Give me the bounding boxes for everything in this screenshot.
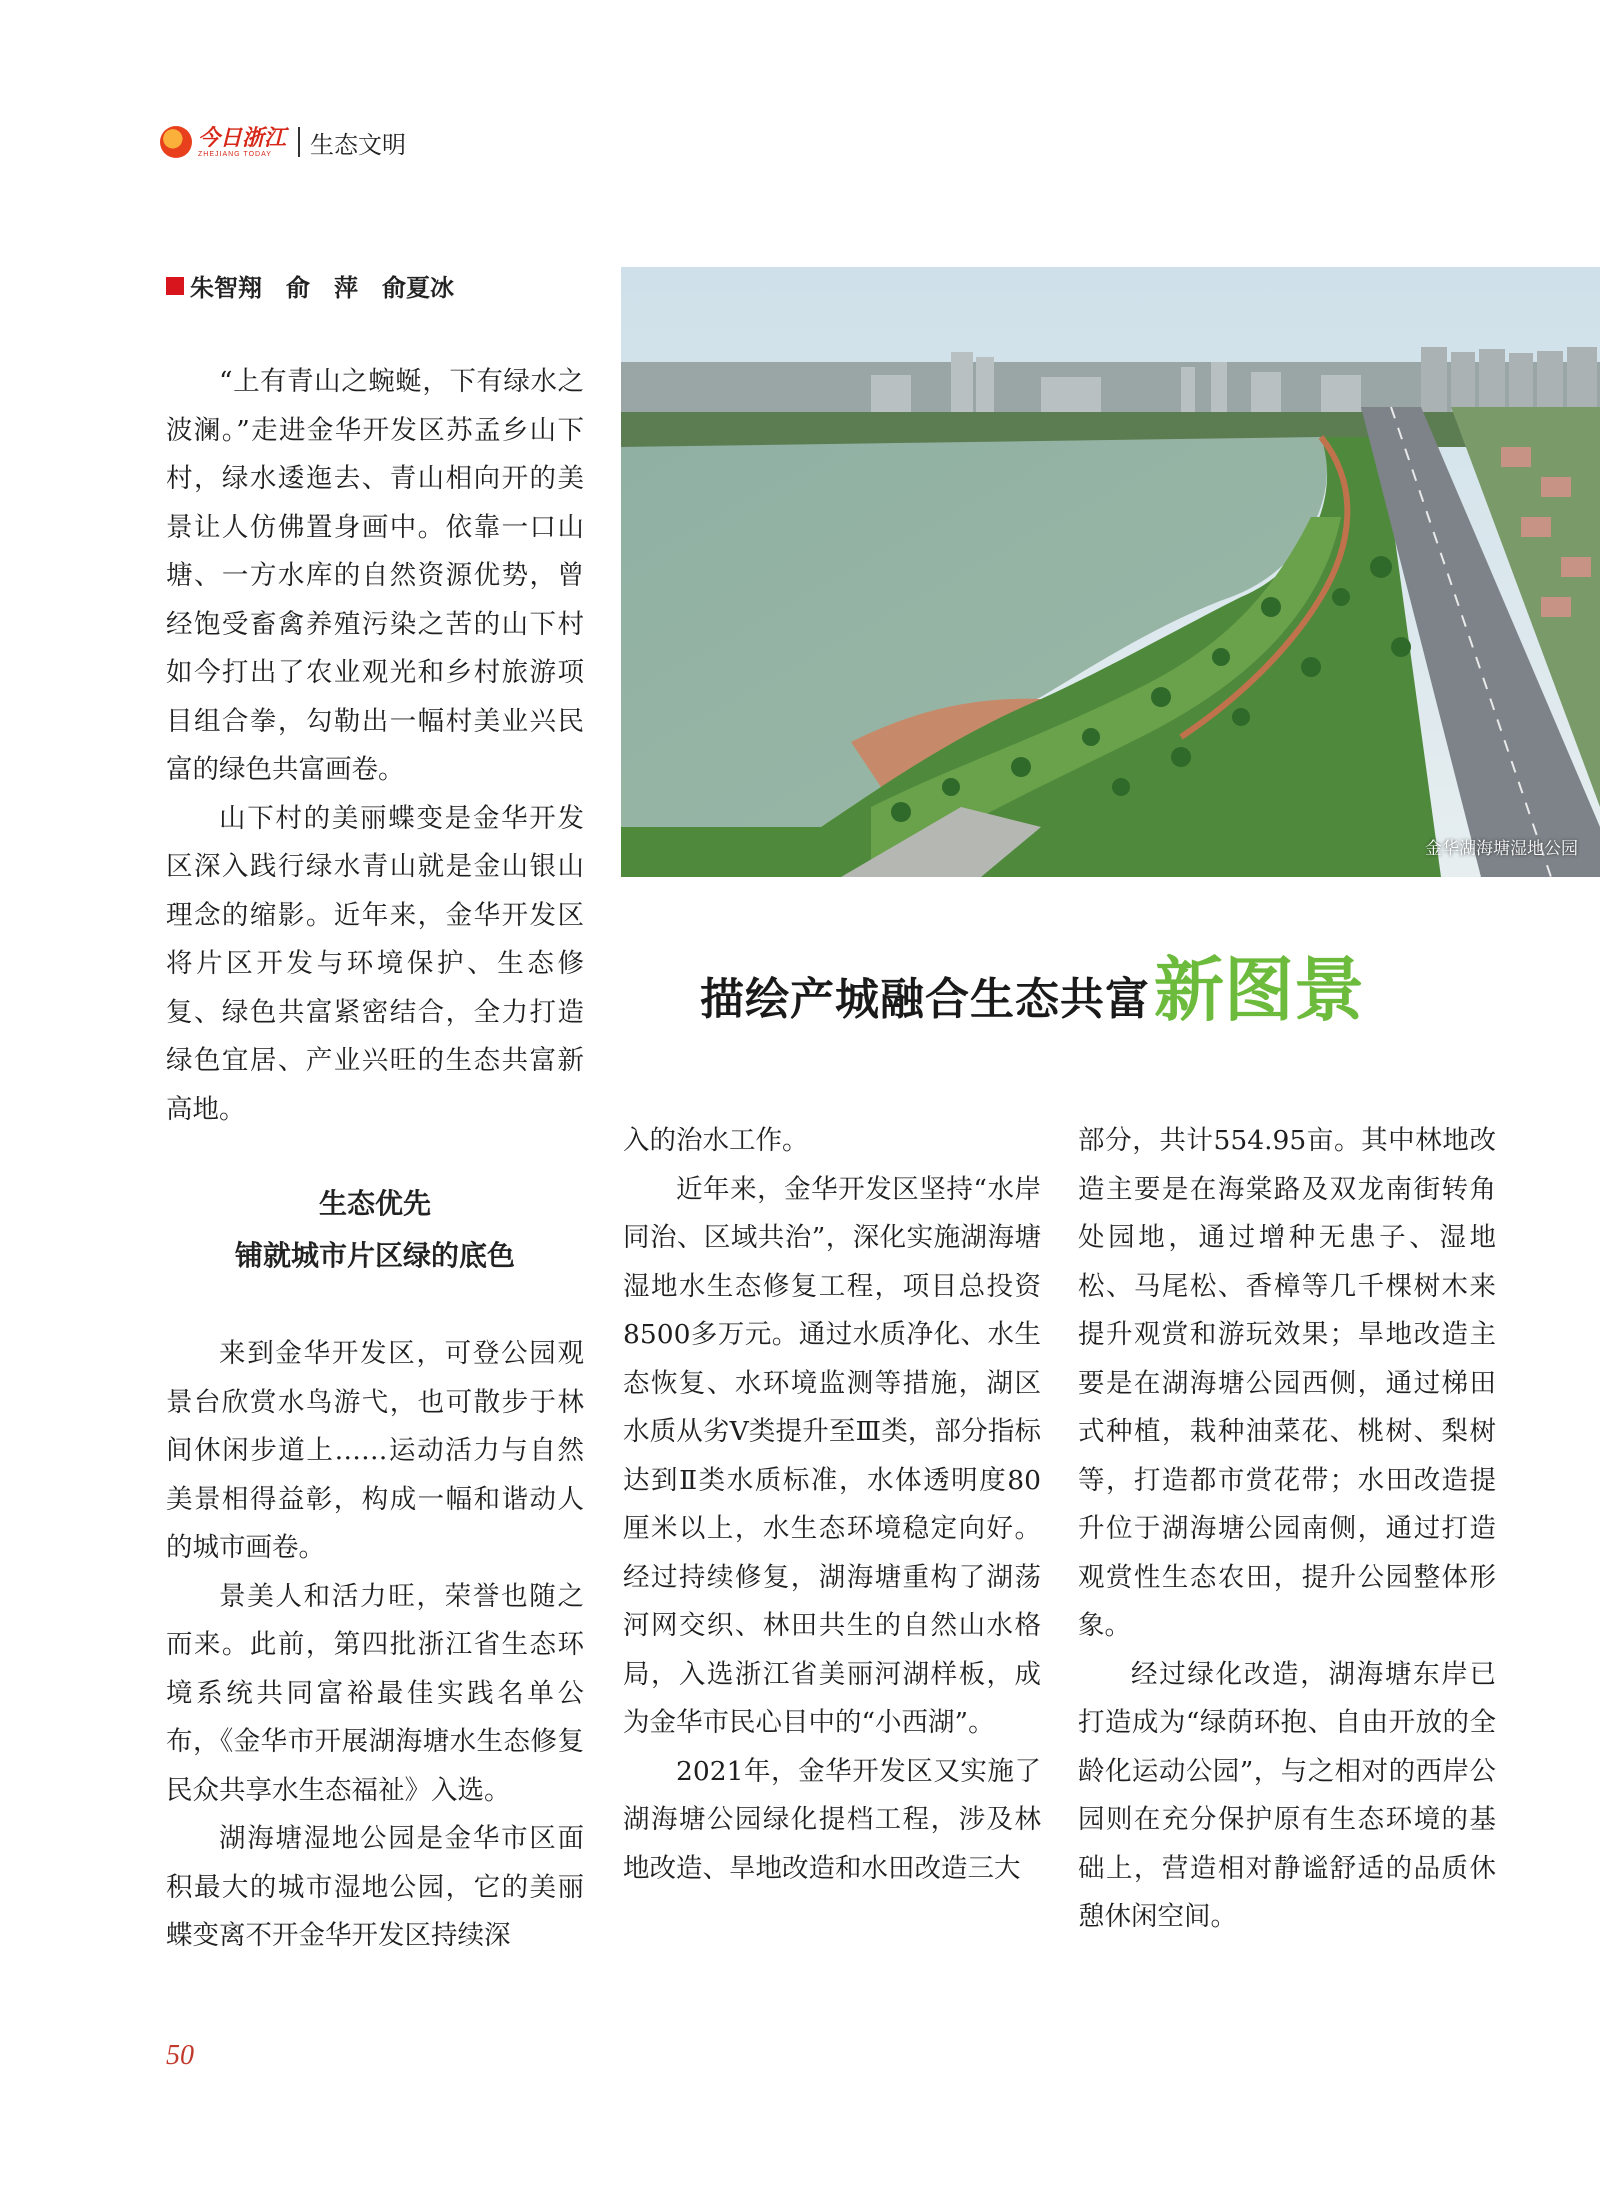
header-divider <box>298 127 300 157</box>
brand-name-en: ZHEJIANG TODAY <box>198 150 272 158</box>
paragraph: 山下村的美丽蝶变是金华开发区深入践行绿水青山就是金山银山理念的缩影。近年来，金华开发区将片区开发与环境保护、生态修复、绿色共富紧密结合，全力打造绿色宜居、产业兴旺的生态共富新高地。 <box>166 802 584 1125</box>
article-column-1b <box>166 1330 584 1961</box>
brand-logo-icon <box>160 126 192 158</box>
paragraph: 湖海塘湿地公园是金华市区面积最大的城市湿地公园，它的美丽蝶变离不开金华开发区持续深 <box>166 1823 584 1951</box>
article-column-3 <box>1078 1117 1496 1942</box>
subheading-line-2: 铺就城市片区绿的底色 <box>234 1239 515 1272</box>
article-column-2 <box>623 1117 1041 1893</box>
brand-name: 今日浙江 <box>198 124 287 151</box>
paragraph: 经过绿化改造，湖海塘东岸已打造成为“绿荫环抱、自由开放的全龄化运动公园”，与之相对的西岸公园则在充分保护原有生态环境的基础上，营造相对静谧舒适的品质休憩休闲空间。 <box>1078 1658 1496 1932</box>
article-headline <box>700 950 1560 1030</box>
paragraph: 入的治水工作。 <box>623 1125 809 1156</box>
byline <box>166 268 454 303</box>
byline-marker-icon <box>166 277 184 295</box>
aerial-park-photo <box>621 267 1600 877</box>
section-subheading <box>166 1178 584 1282</box>
paragraph: 部分，共计554.95亩。其中林地改造主要是在海棠路及双龙南街转角处园地，通过增种无患子、湿地松、马尾松、香樟等几千棵树木来提升观赏和游玩效果；旱地改造主要是在湖海塘公园西侧，通过梯田式种植，栽种油菜花、桃树、梨树等，打造都市赏花带；水田改造提升位于湖海塘公园南侧，通过打造观赏性生态农田，提升公园整体形象。 <box>1078 1125 1496 1641</box>
paragraph: “上有青山之蜿蜒，下有绿水之波澜。”走进金华开发区苏孟乡山下村，绿水逶迤去、青山相向开的美景让人仿佛置身画中。依靠一口山塘、一方水库的自然资源优势，曾经饱受畜禽养殖污染之苦的山下村如今打出了农业观光和乡村旅游项目组合拳，勾勒出一幅村美业兴民富的绿色共富画卷。 <box>166 366 584 785</box>
paragraph: 景美人和活力旺，荣誉也随之而来。此前，第四批浙江省生态环境系统共同富裕最佳实践名单公布，《金华市开展湖海塘水生态修复民众共享水生态福祉》入选。 <box>166 1580 584 1806</box>
page-number: 50 <box>166 2040 194 2071</box>
paragraph: 近年来，金华开发区坚持“水岸同治、区域共治”，深化实施湖海塘湿地水生态修复工程，项目总投资8500多万元。通过水质净化、水生态恢复、水环境监测等措施，湖区水质从劣Ⅴ类提升至Ⅲ类，部分指标达到Ⅱ类水质标准，水体透明度80厘米以上，水生态环境稳定向好。经过持续修复，湖海塘重构了湖荡河网交织、林田共生的自然山水格局，入选浙江省美丽河湖样板，成为金华市民心目中的“小西湖”。 <box>623 1173 1041 1738</box>
section-title: 生态文明 <box>310 130 407 159</box>
headline-accent: 新图景 <box>1154 949 1364 1031</box>
photo-caption: 金华湖海塘湿地公园 <box>1425 839 1578 859</box>
aerial-photo-illustration <box>621 267 1600 877</box>
headline-main: 描绘产城融合生态共富 <box>700 974 1150 1025</box>
brand-logo <box>160 126 286 158</box>
paragraph: 2021年，金华开发区又实施了湖海塘公园绿化提档工程，涉及林地改造、旱地改造和水田改造三大 <box>623 1755 1041 1884</box>
author-names: 朱智翔 俞 萍 俞夏冰 <box>190 274 454 302</box>
page-header <box>160 122 406 162</box>
paragraph: 来到金华开发区，可登公园观景台欣赏水鸟游弋，也可散步于林间休闲步道上……运动活力与自然美景相得益彰，构成一幅和谐动人的城市画卷。 <box>166 1338 584 1563</box>
subheading-line-1: 生态优先 <box>318 1187 431 1220</box>
article-column-1 <box>166 358 584 1134</box>
